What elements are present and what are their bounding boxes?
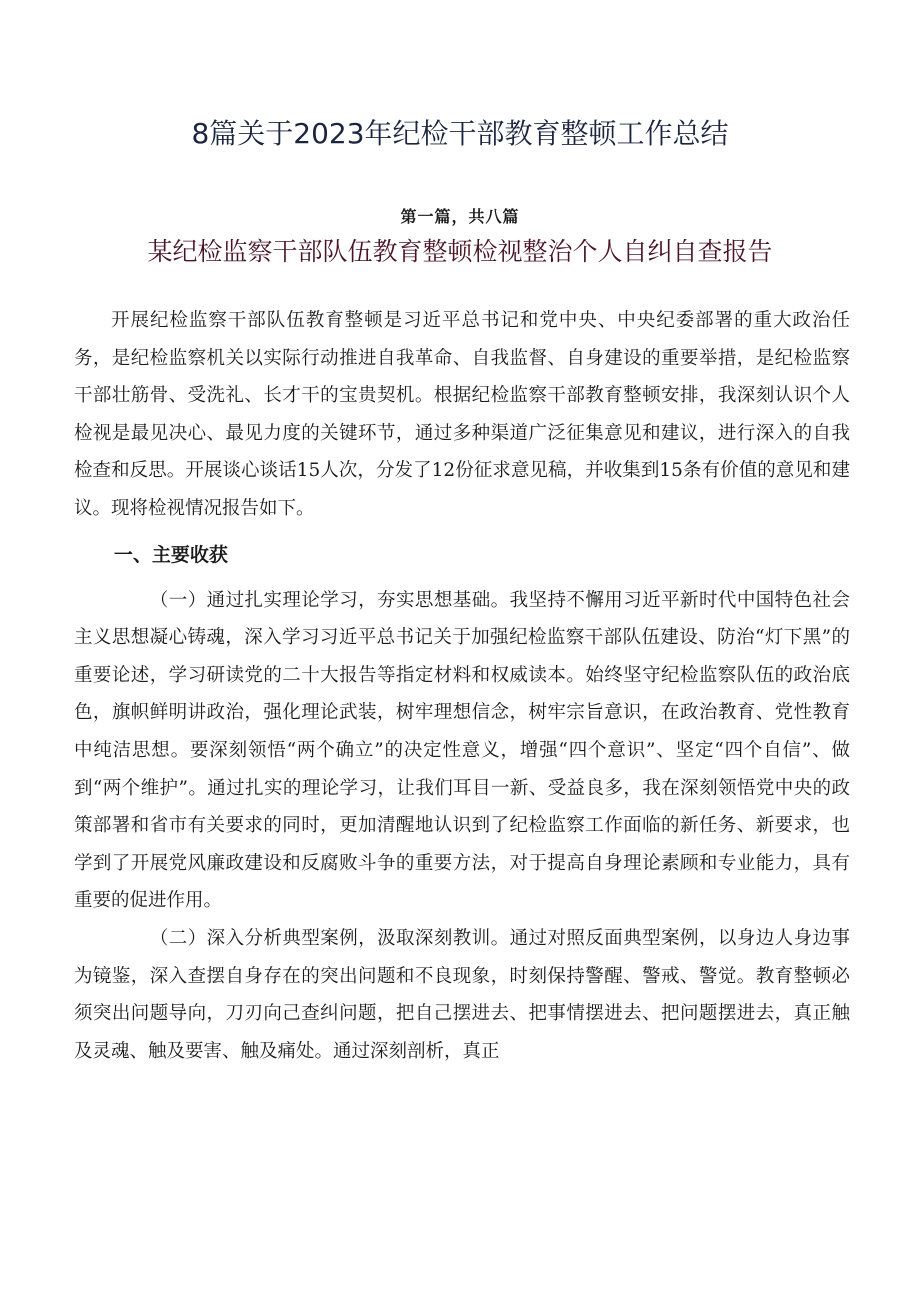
report-title: 某纪检监察干部队伍教育整顿检视整治个人自纠自查报告 (147, 237, 773, 266)
document-body (74, 302, 850, 1070)
intro-paragraph: 开展纪检监察干部队伍教育整顿是习近平总书记和党中央、中央纪委部署的重大政治任务，是纪检监察机关以实际行动推进自我革命、自我监督、自身建设的重要举措，是纪检监察干部壮筋骨、受洗礼、长才干的宝贵契机。根据纪检监察干部教育整顿安排，我深刻认识个人检视是最见决心、最见力度的关键环节，通过多种渠道广泛征集意见和建议，进行深入的自我检查和反思。开展谈心谈话15人次，分发了12份征求意见稿，并收集到15条有价值的意见和建议。现将检视情况报告如下。 (74, 310, 850, 519)
body-paragraph-1: （一）通过扎实理论学习，夯实思想基础。我坚持不懈用习近平新时代中国特色社会主义思想凝心铸魂，深入学习习近平总书记关于加强纪检监察干部队伍建设、防治“灯下黑”的重要论述，学习研读党的二十大报告等指定材料和权威读本。始终坚守纪检监察队伍的政治底色，旗帜鲜明讲政治，强化理论武装，树牢理想信念，树牢宗旨意识，在政治教育、党性教育中纯洁思想。要深刻领悟“两个确立”的决定性意义，增强“四个意识”、坚定“四个自信”、做到“两个维护”。通过扎实的理论学习，让我们耳目一新、受益良多，我在深刻领悟党中央的政策部署和省市有关要求的同时，更加清醒地认识到了纪检监察工作面临的新任务、新要求，也学到了开展党风廉政建设和反腐败斗争的重要方法，对于提高自身理论素顾和专业能力，具有重要的促进作用。 (74, 589, 850, 912)
document-title: 8篇关于2023年纪检干部教育整顿工作总结 (191, 117, 729, 150)
section-heading: 一、主要收获 (113, 543, 228, 566)
part-label: 第一篇，共八篇 (400, 207, 520, 226)
body-paragraph-2: （二）深入分析典型案例，汲取深刻教训。通过对照反面典型案例，以身边人身边事为镜鉴，深入查摆自身存在的突出问题和不良现象，时刻保持警醒、警戒、警觉。教育整顿必须突出问题导向，刀刃向己查纠问题，把自己摆进去、把事情摆进去、把问题摆进去，真正触及灵魂、触及要害、触及痛处。通过深刻剖析，真正 (74, 927, 850, 1062)
